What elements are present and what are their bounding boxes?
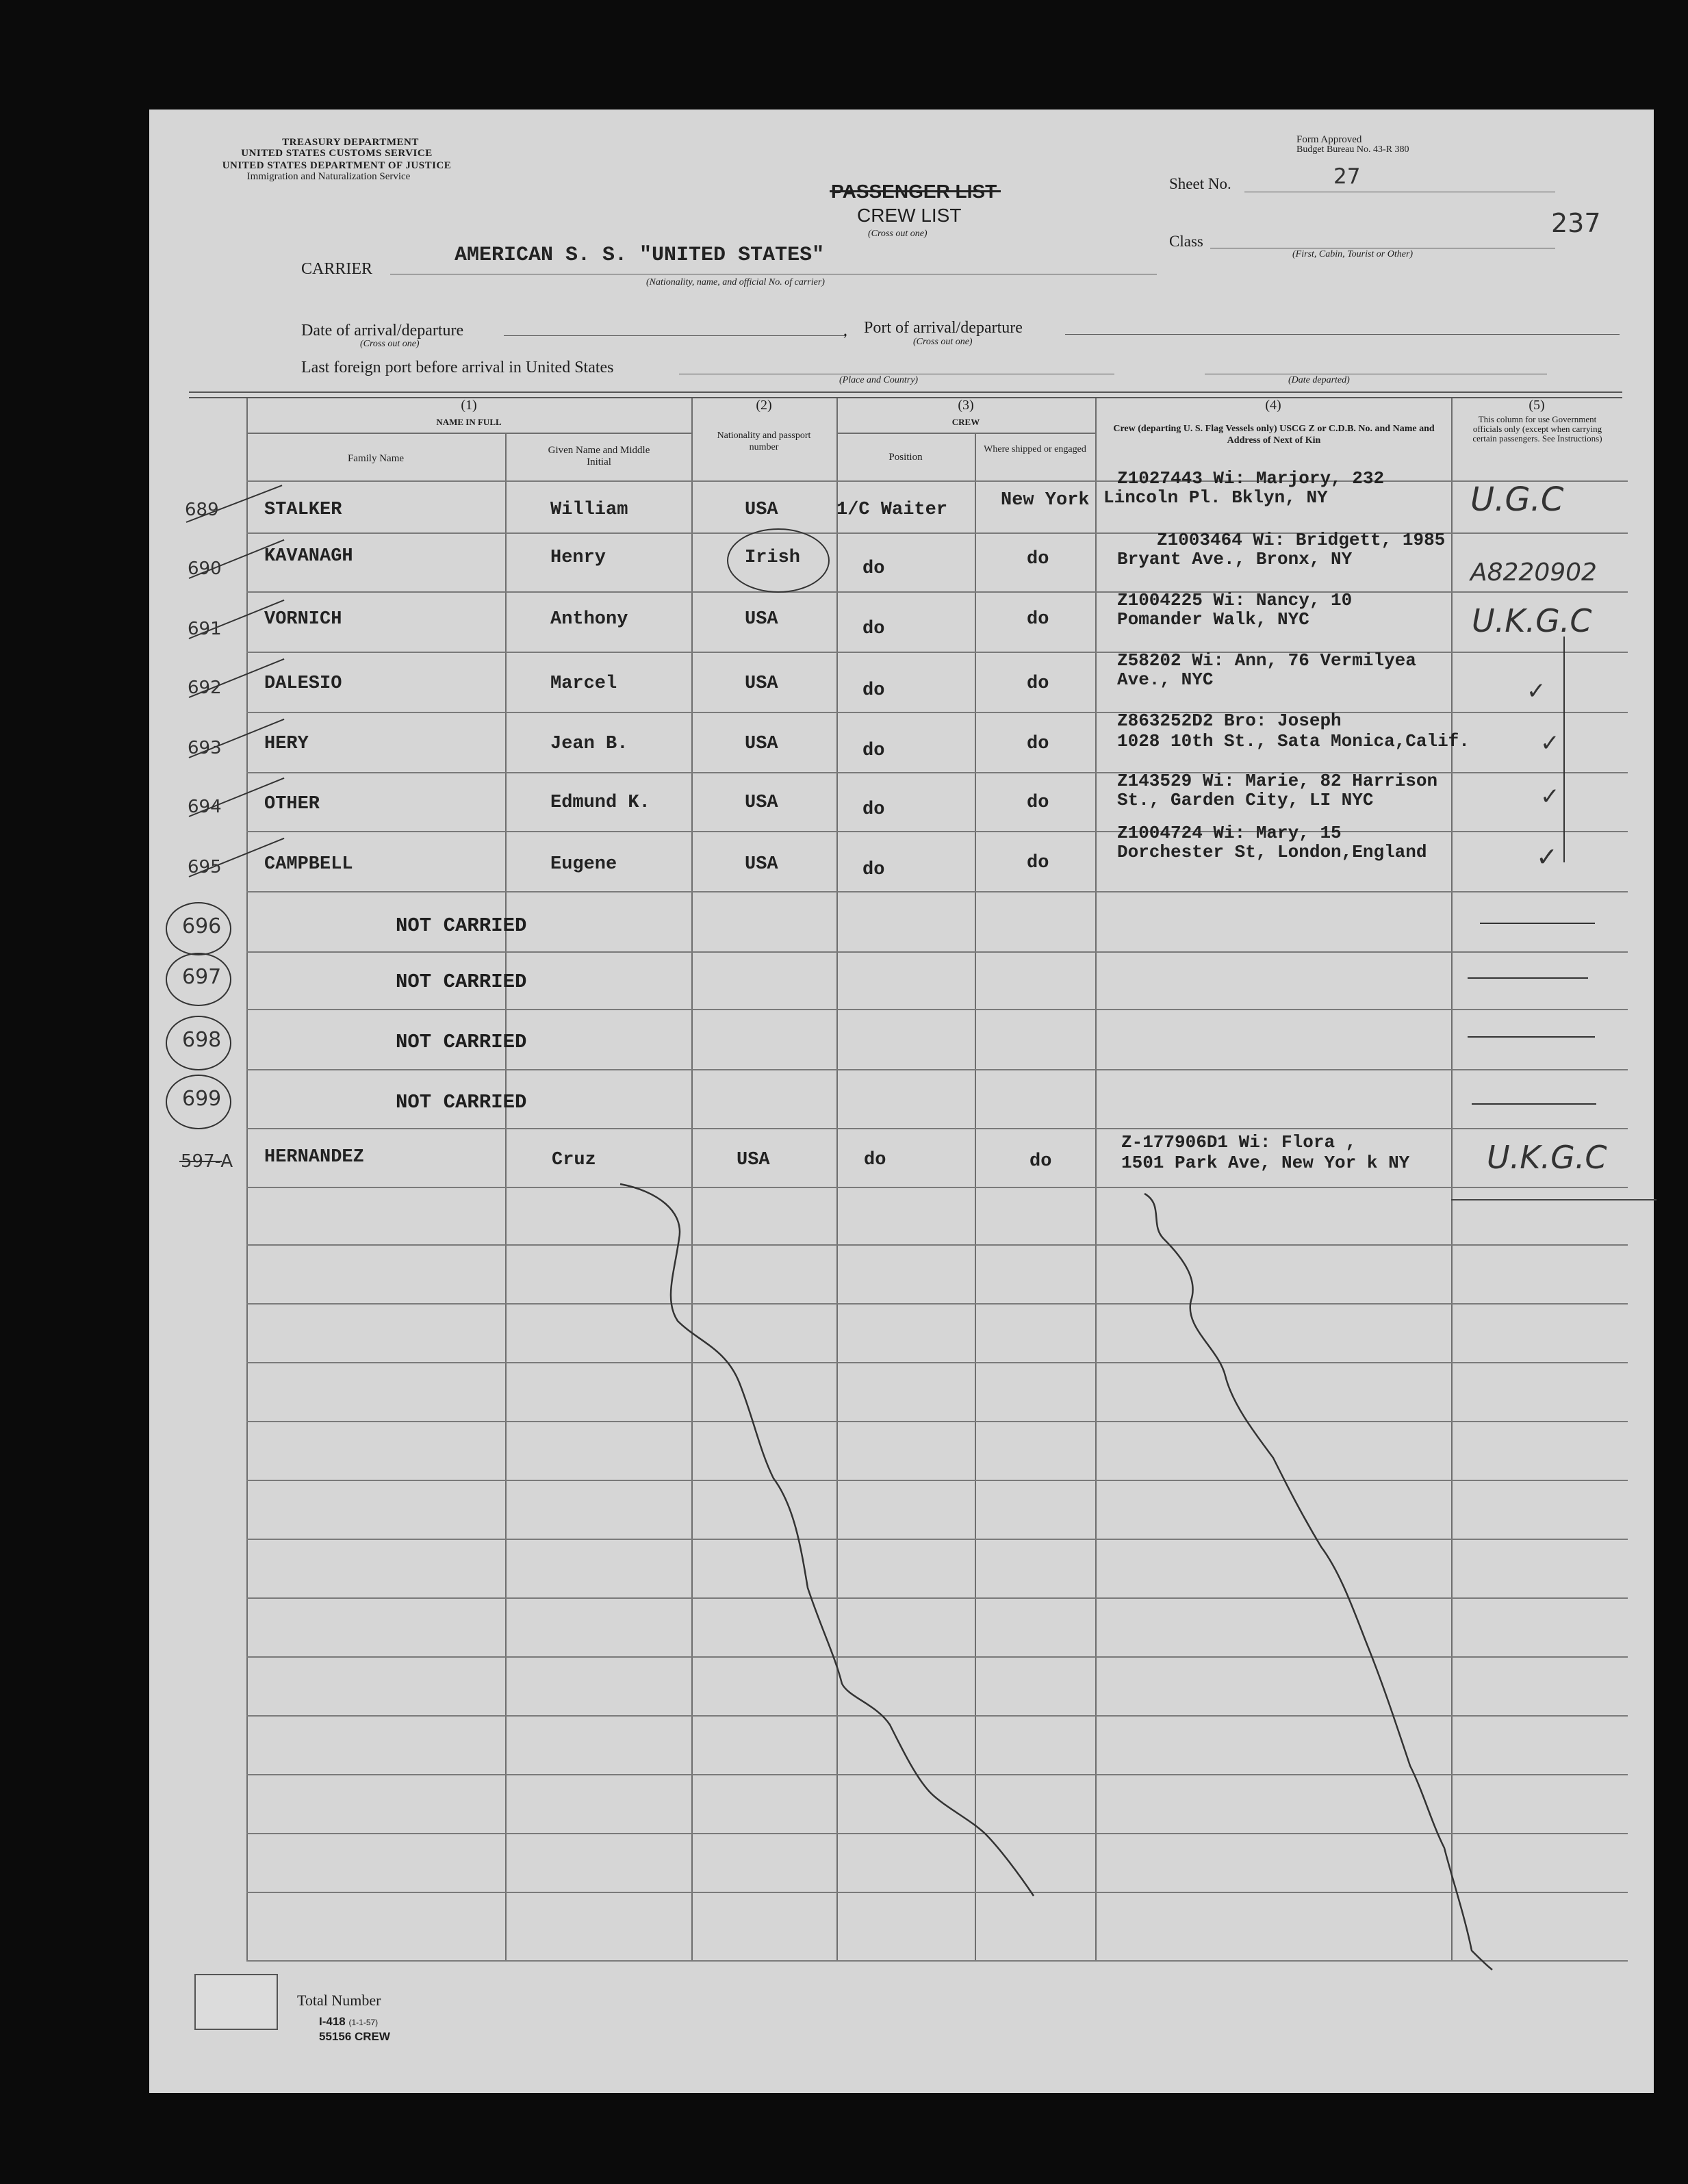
- row-number: 693: [188, 738, 222, 758]
- position: do: [862, 619, 885, 639]
- position: do: [862, 741, 885, 761]
- family-name: DALESIO: [264, 673, 342, 694]
- family-name: HERY: [264, 734, 309, 754]
- where-shipped: do: [1027, 673, 1049, 694]
- col-shipped-header: Where shipped or engaged: [984, 444, 1086, 454]
- next-of-kin-line-2: 1028 10th St., Sata Monica,Calif.: [1117, 731, 1470, 751]
- family-name: VORNICH: [264, 609, 342, 630]
- next-of-kin-line-1: Z143529 Wi: Marie, 82 Harrison: [1117, 771, 1438, 791]
- nationality: USA: [737, 1150, 770, 1170]
- nationality: USA: [745, 609, 778, 630]
- col-given-header: Given Name and Middle Initial: [548, 445, 650, 467]
- col1-title: NAME IN FULL: [436, 417, 502, 427]
- next-of-kin-line-2: Ave., NYC: [1117, 669, 1214, 690]
- nationality: Irish: [745, 548, 801, 568]
- family-name: CAMPBELL: [264, 854, 353, 875]
- not-carried: NOT CARRIED: [396, 971, 527, 993]
- official-notation: U.K.G.C: [1487, 1139, 1607, 1176]
- nationality: USA: [745, 500, 778, 520]
- agency-line-1: TREASURY DEPARTMENT: [282, 137, 419, 148]
- next-of-kin-line-2: Pomander Walk, NYC: [1117, 609, 1309, 630]
- row-number: 698: [182, 1028, 222, 1052]
- next-of-kin-line-1: Z1003464 Wi: Bridgett, 1985: [1157, 530, 1446, 550]
- class-label: Class: [1169, 233, 1203, 250]
- port-label-comma: ,: [843, 322, 847, 339]
- carrier-label: CARRIER: [301, 260, 373, 278]
- col4-title: Crew (departing U. S. Flag Vessels only) USCG Z or C.D.B. No. and Name and Address of Next of Kin: [1113, 424, 1435, 446]
- next-of-kin-line-2: St., Garden City, LI NYC: [1117, 790, 1374, 810]
- official-notation: A8220902: [1470, 558, 1597, 587]
- family-name: KAVANAGH: [264, 546, 353, 567]
- date-note: (Cross out one): [360, 339, 420, 349]
- not-carried: NOT CARRIED: [396, 914, 527, 937]
- where-shipped: do: [1030, 1151, 1052, 1172]
- row-number: 699: [182, 1087, 222, 1111]
- list-type-struck: PASSENGER LIST: [831, 181, 997, 203]
- next-of-kin-line-1: Z-177906D1 Wi: Flora ,: [1121, 1132, 1357, 1153]
- squiggle-right: [1144, 1194, 1492, 1970]
- official-checkmark: ✓: [1540, 783, 1560, 810]
- date-departed-note: (Date departed): [1288, 375, 1350, 385]
- official-checkmark: ✓: [1526, 678, 1546, 705]
- where-shipped: do: [1027, 609, 1049, 630]
- total-number-box: [194, 1974, 278, 2030]
- date-label: Date of arrival/departure: [301, 322, 464, 339]
- given-name: Marcel: [550, 673, 617, 694]
- carrier-note: (Nationality, name, and official No. of carrier): [646, 277, 825, 287]
- where-shipped: New York: [1001, 490, 1090, 511]
- col-family-header: Family Name: [347, 453, 405, 464]
- cross-out-note: (Cross out one): [868, 229, 928, 239]
- row-number: 692: [188, 678, 222, 698]
- family-name: STALKER: [264, 500, 342, 520]
- sheet-value: 27: [1333, 164, 1361, 189]
- given-name: William: [550, 500, 628, 520]
- given-name: Anthony: [550, 609, 628, 630]
- not-carried: NOT CARRIED: [396, 1031, 527, 1053]
- next-of-kin-line-1: Z58202 Wi: Ann, 76 Vermilyea: [1117, 650, 1416, 671]
- form-code: 55156 CREW: [319, 2030, 390, 2043]
- position: do: [862, 558, 885, 579]
- position: do: [862, 680, 885, 701]
- col4-num: (4): [1265, 398, 1281, 413]
- nationality: USA: [745, 734, 778, 754]
- position: 1/C Waiter: [836, 500, 948, 520]
- position: do: [864, 1150, 886, 1170]
- where-shipped: do: [1027, 793, 1049, 813]
- budget-bureau: Budget Bureau No. 43-R 380: [1296, 144, 1409, 155]
- next-of-kin-line-1: Z1027443 Wi: Marjory, 232: [1117, 468, 1385, 489]
- not-carried: NOT CARRIED: [396, 1091, 527, 1114]
- row-number: 695: [188, 857, 222, 877]
- form-number: I-418 (1-1-57): [319, 2015, 379, 2028]
- port-note: (Cross out one): [913, 337, 973, 347]
- where-shipped: do: [1027, 734, 1049, 754]
- agency-line-3: UNITED STATES DEPARTMENT OF JUSTICE: [222, 160, 452, 171]
- row-number: 694: [188, 797, 222, 817]
- col-nationality-header: Nationality and passport number: [717, 431, 811, 452]
- row-number: 697: [182, 965, 222, 989]
- form-approved: Form Approved: [1296, 134, 1362, 145]
- col3-title: CREW: [951, 417, 980, 427]
- agency-line-4: Immigration and Naturalization Service: [246, 171, 411, 182]
- nationality: USA: [745, 854, 778, 875]
- row-number: 696: [182, 914, 222, 938]
- next-of-kin-line-1: Z1004225 Wi: Nancy, 10: [1117, 590, 1353, 611]
- where-shipped: do: [1027, 853, 1049, 873]
- next-of-kin-line-2: Dorchester St, London,England: [1117, 842, 1427, 862]
- col2-num: (2): [756, 398, 772, 413]
- given-name: Jean B.: [550, 734, 628, 754]
- position: do: [862, 799, 885, 820]
- next-of-kin-line-1: Z863252D2 Bro: Joseph: [1117, 710, 1342, 731]
- next-of-kin-line-1: Z1004724 Wi: Mary, 15: [1117, 823, 1342, 843]
- row-number: 691: [188, 619, 222, 639]
- where-shipped: do: [1027, 549, 1049, 569]
- row-number: 689: [185, 500, 219, 520]
- last-port-label: Last foreign port before arrival in United States: [301, 359, 614, 376]
- agency-line-2: UNITED STATES CUSTOMS SERVICE: [241, 148, 433, 159]
- official-notation: U.K.G.C: [1472, 602, 1592, 639]
- col-position-header: Position: [888, 452, 923, 463]
- next-of-kin-line-2: Lincoln Pl. Bklyn, NY: [1103, 487, 1328, 508]
- given-name: Edmund K.: [550, 793, 650, 813]
- official-checkmark: ✓: [1536, 842, 1558, 872]
- place-note: (Place and Country): [839, 375, 919, 385]
- page-number: 237: [1551, 208, 1601, 238]
- next-of-kin-line-2: 1501 Park Ave, New Yor k NY: [1121, 1153, 1410, 1173]
- col3-num: (3): [958, 398, 974, 413]
- family-name: HERNANDEZ: [264, 1147, 364, 1168]
- list-type-crew: CREW LIST: [857, 205, 962, 226]
- given-name: Eugene: [550, 854, 617, 875]
- nationality: USA: [745, 673, 778, 694]
- sheet-label: Sheet No.: [1169, 175, 1231, 192]
- given-name: Henry: [550, 548, 606, 568]
- given-name: Cruz: [552, 1150, 596, 1170]
- row-number: 690: [188, 558, 222, 579]
- col5-num: (5): [1529, 398, 1545, 413]
- family-name: OTHER: [264, 794, 320, 814]
- official-checkmark: ✓: [1540, 730, 1560, 757]
- col1-num: (1): [461, 398, 477, 413]
- class-note: (First, Cabin, Tourist or Other): [1292, 249, 1414, 259]
- squiggle-left: [620, 1184, 1034, 1896]
- col5-title: This column for use Government officials only (except when carrying certain passengers. See Instructions): [1472, 414, 1602, 444]
- position: do: [862, 860, 885, 880]
- official-notation: U.G.C: [1470, 480, 1564, 519]
- nationality: USA: [745, 793, 778, 813]
- carrier-value: AMERICAN S. S. "UNITED STATES": [455, 244, 825, 267]
- total-number-label: Total Number: [297, 1992, 381, 2009]
- next-of-kin-line-2: Bryant Ave., Bronx, NY: [1117, 549, 1353, 569]
- port-label: Port of arrival/departure: [864, 319, 1023, 337]
- row-number: 597-A: [181, 1151, 233, 1172]
